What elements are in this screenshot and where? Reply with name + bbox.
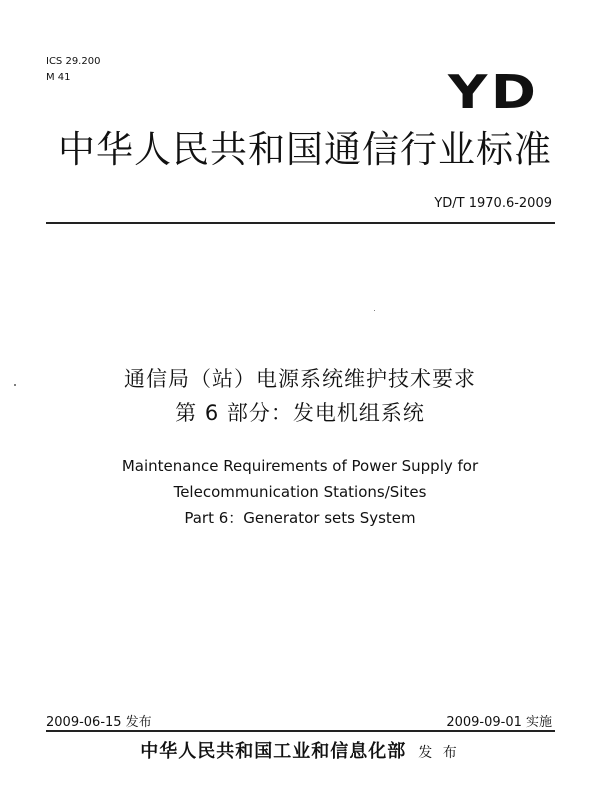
yd-logo: YD	[448, 65, 540, 119]
issue-date: 2009-06-15 发布	[46, 715, 152, 730]
document-title-en	[0, 453, 600, 531]
category-code: M 41	[46, 72, 71, 83]
standard-number: YD/T 1970.6-2009	[434, 196, 552, 211]
title-cn-line2: 第 6 部分：发电机组系统	[175, 401, 425, 425]
header-divider	[46, 222, 555, 224]
footer-divider	[46, 730, 555, 732]
document-title-cn	[0, 362, 600, 430]
title-en-line2: Telecommunication Stations/Sites	[173, 483, 427, 501]
title-cn-line1: 通信局（站）电源系统维护技术要求	[124, 367, 476, 391]
ics-code: ICS 29.200	[46, 56, 101, 67]
classification-codes	[46, 54, 100, 86]
standard-title: 中华人民共和国通信行业标准	[58, 128, 552, 171]
implement-date: 2009-09-01 实施	[446, 715, 552, 730]
scan-speck	[374, 310, 375, 311]
publisher-suffix: 发 布	[418, 745, 460, 761]
publisher-name: 中华人民共和国工业和信息化部	[140, 741, 407, 762]
publisher	[0, 737, 600, 763]
title-en-line3: Part 6：Generator sets System	[184, 509, 416, 527]
title-en-line1: Maintenance Requirements of Power Supply for	[121, 457, 479, 475]
